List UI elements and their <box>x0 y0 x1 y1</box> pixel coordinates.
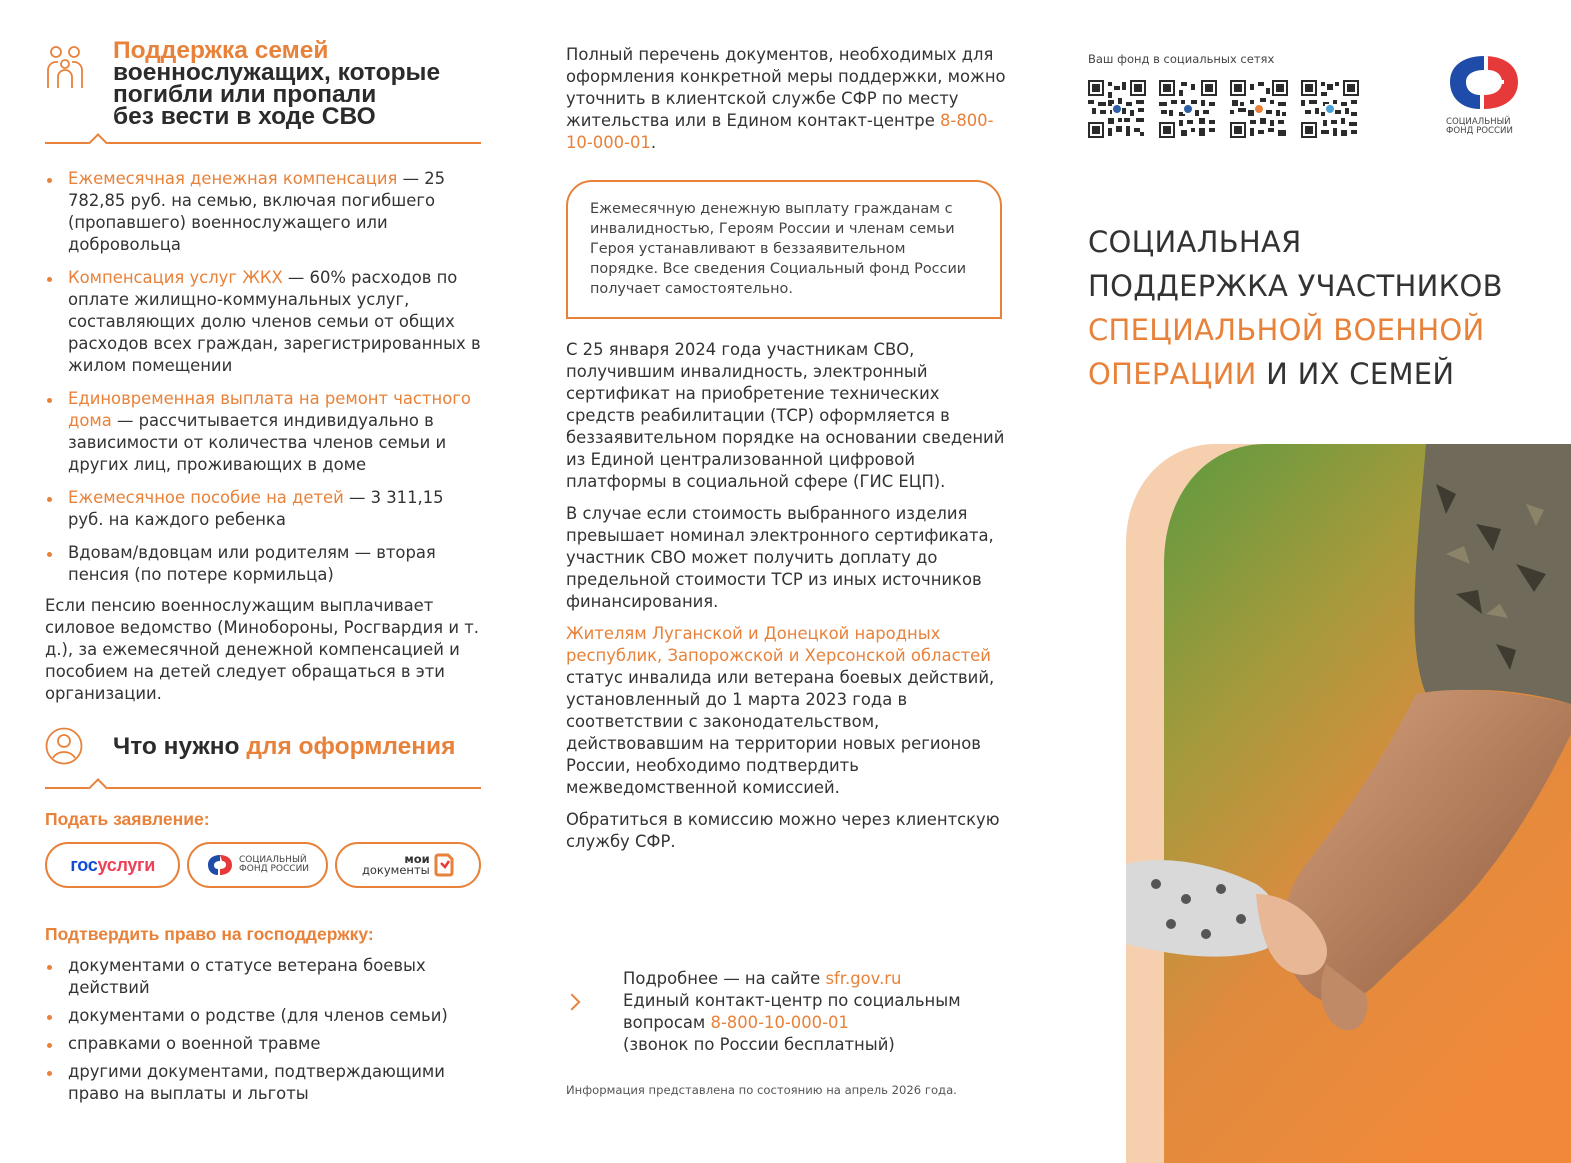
section-header-how-to-apply <box>45 729 481 789</box>
logo-line: ФОНД РОССИИ <box>1446 126 1513 136</box>
title-orange: для оформления <box>246 733 456 760</box>
pension-note: Если пенсию военнослужащим выплачивает силовое ведомство (Минобороны, Росгвардия и т. д.), за ежемесячной денежной компенсацией и пособием на детей следует обращаться в эти организации. <box>45 596 479 703</box>
benefit-text: — 60% расходов по оплате жилищно-коммунальных услуг, составляющих долю членов семьи от общих расходов всех граждан, зарегистрированных в жилом помещении <box>68 268 481 375</box>
title-orange-line: Поддержка семей <box>113 37 329 64</box>
benefit-text: — рассчитывается индивидуально в зависимости от количества членов семьи и других лиц, проживающих в доме <box>68 411 447 474</box>
title-line-orange: ОПЕРАЦИИ <box>1088 357 1257 391</box>
regions-highlight: Жителям Луганской и Донецкой народных республик, Запорожской и Херсонской областей <box>566 624 991 665</box>
confirm-label: Подтвердить право на господдержку: <box>45 924 374 944</box>
moi-dokumenty-button[interactable] <box>335 842 481 888</box>
list-item: документами о статусе ветерана боевых действий <box>45 955 481 999</box>
logo-line: СОЦИАЛЬНЫЙ <box>1446 117 1511 127</box>
sfr-logo-icon <box>206 854 234 876</box>
header-caret <box>88 133 108 153</box>
list-item <box>45 487 481 531</box>
note-text: Ежемесячную денежную выплату гражданам с инвалидностью, Героям России и членам семьи Героя устанавливают в беззаявительном порядке. Все сведения Социальный фонд России получает самостоятельно. <box>590 201 967 297</box>
list-item <box>45 267 481 377</box>
title-line: И ИХ СЕМЕЙ <box>1256 357 1455 391</box>
section-title <box>113 37 481 130</box>
list-item: другими документами, подтверждающими право на выплаты и льготы <box>45 1061 481 1105</box>
qr-codes <box>1088 80 1359 138</box>
sfr-logo <box>1446 52 1526 136</box>
section-header-family-support <box>45 37 481 144</box>
apply-label: Подать заявление: <box>45 809 210 829</box>
right-column <box>1088 0 1571 1163</box>
benefit-highlight: Единовременная выплата на ремонт частного дома <box>68 389 471 430</box>
gosuslugi-button[interactable] <box>45 842 180 888</box>
gosuslugi-logo: госуслуги <box>70 854 156 875</box>
title-line: без вести в ходе СВО <box>113 103 376 130</box>
paragraph-surcharge: В случае если стоимость выбранного изделия превышает номинал электронного сертификата, участник СВО может получить доплату до предельной стоимости ТСР из иных источников финансирования. <box>566 504 994 611</box>
person-icon <box>45 727 83 765</box>
paragraph-tsr: С 25 января 2024 года участникам СВО, получившим инвалидность, электронный сертификат на приобретение технических средств реабилитации (ТСР) оформляется в беззаявительном порядке на основании сведений из Единой централизованной цифровой платформы в социальной сфере (ГИС ЕЦП). <box>566 340 1005 491</box>
title-line: СОЦИАЛЬНАЯ <box>1088 225 1302 259</box>
family-icon <box>45 44 85 90</box>
middle-column <box>566 44 1006 853</box>
sfr-logo: СОЦИАЛЬНЫЙ ФОНД РОССИИ <box>206 854 309 876</box>
info-note-box <box>566 180 1002 319</box>
paragraph-commission: Обратиться в комиссию можно через клиентскую службу СФР. <box>566 810 1000 851</box>
title-line-orange: СПЕЦИАЛЬНОЙ ВОЕННОЙ <box>1088 313 1485 347</box>
qr-code-icon[interactable] <box>1230 80 1288 138</box>
benefit-text: Вдовам/вдовцам или родителям — вторая пенсия (по потере кормильца) <box>68 543 436 584</box>
website-link[interactable]: sfr.gov.ru <box>825 969 902 988</box>
page-title <box>1088 220 1503 396</box>
title-dark: Что нужно <box>113 733 247 760</box>
qr-code-icon[interactable] <box>1301 80 1359 138</box>
title-line: ПОДДЕРЖКА УЧАСТНИКОВ <box>1088 269 1503 303</box>
contact-info: Подробнее — на сайте sfr.gov.ru Единый контакт-центр по социальным вопросам 8-800-10-000-01 (звонок по России бесплатный) <box>566 968 986 1056</box>
confirm-list <box>45 955 481 1105</box>
header-caret <box>88 778 108 798</box>
moi-dokumenty-logo: мои документы <box>362 853 454 877</box>
benefit-highlight: Ежемесячная денежная компенсация <box>68 169 398 188</box>
list-item <box>45 388 481 476</box>
document-icon <box>434 853 454 877</box>
social-label: Ваш фонд в социальных сетях <box>1088 52 1275 66</box>
list-item: справками о военной травме <box>45 1033 481 1055</box>
sfr-button[interactable] <box>187 842 327 888</box>
phone-link[interactable]: 8-800-10-000-01 <box>566 111 994 152</box>
list-item <box>45 168 481 256</box>
benefits-list <box>45 168 481 586</box>
list-item <box>45 542 481 586</box>
benefit-highlight: Компенсация услуг ЖКХ <box>68 268 283 287</box>
paragraph-new-regions: Жителям Луганской и Донецкой народных республик, Запорожской и Херсонской областей статус инвалида или ветерана боевых действий, установленный до 1 марта 2023 года в соответствии с законодательством, действовавшим на территории новых регионов России, необходимо подтвердить межведомственной комиссией. <box>566 624 995 797</box>
benefit-highlight: Ежемесячное пособие на детей <box>68 488 344 507</box>
footnote: Информация представлена по состоянию на апрель 2026 года. <box>566 1083 957 1097</box>
phone-link[interactable]: 8-800-10-000-01 <box>710 1013 849 1032</box>
chevron-right-icon <box>564 994 581 1011</box>
list-item: документами о родстве (для членов семьи) <box>45 1005 481 1027</box>
sfr-logo-icon <box>1446 52 1522 112</box>
documents-intro: Полный перечень документов, необходимых для оформления конкретной меры поддержки, можно уточнить в клиентской службе СФР по месту жительства или в Едином контакт-центре 8-800-10-000-01. <box>566 45 1006 152</box>
service-buttons <box>45 842 481 888</box>
qr-code-icon[interactable] <box>1159 80 1217 138</box>
qr-code-icon[interactable] <box>1088 80 1146 138</box>
hands-photo <box>1126 444 1571 1163</box>
benefit-text: — 25 782,85 руб. на семью, включая погибшего (пропавшего) военнослужащего или добровольца <box>68 169 446 254</box>
benefit-text: — 3 311,15 руб. на каждого ребенка <box>68 488 444 529</box>
title-line: погибли или пропали <box>113 81 377 108</box>
title-line: военнослужащих, которые <box>113 59 441 86</box>
section-title <box>113 729 481 762</box>
left-column <box>45 37 481 1111</box>
